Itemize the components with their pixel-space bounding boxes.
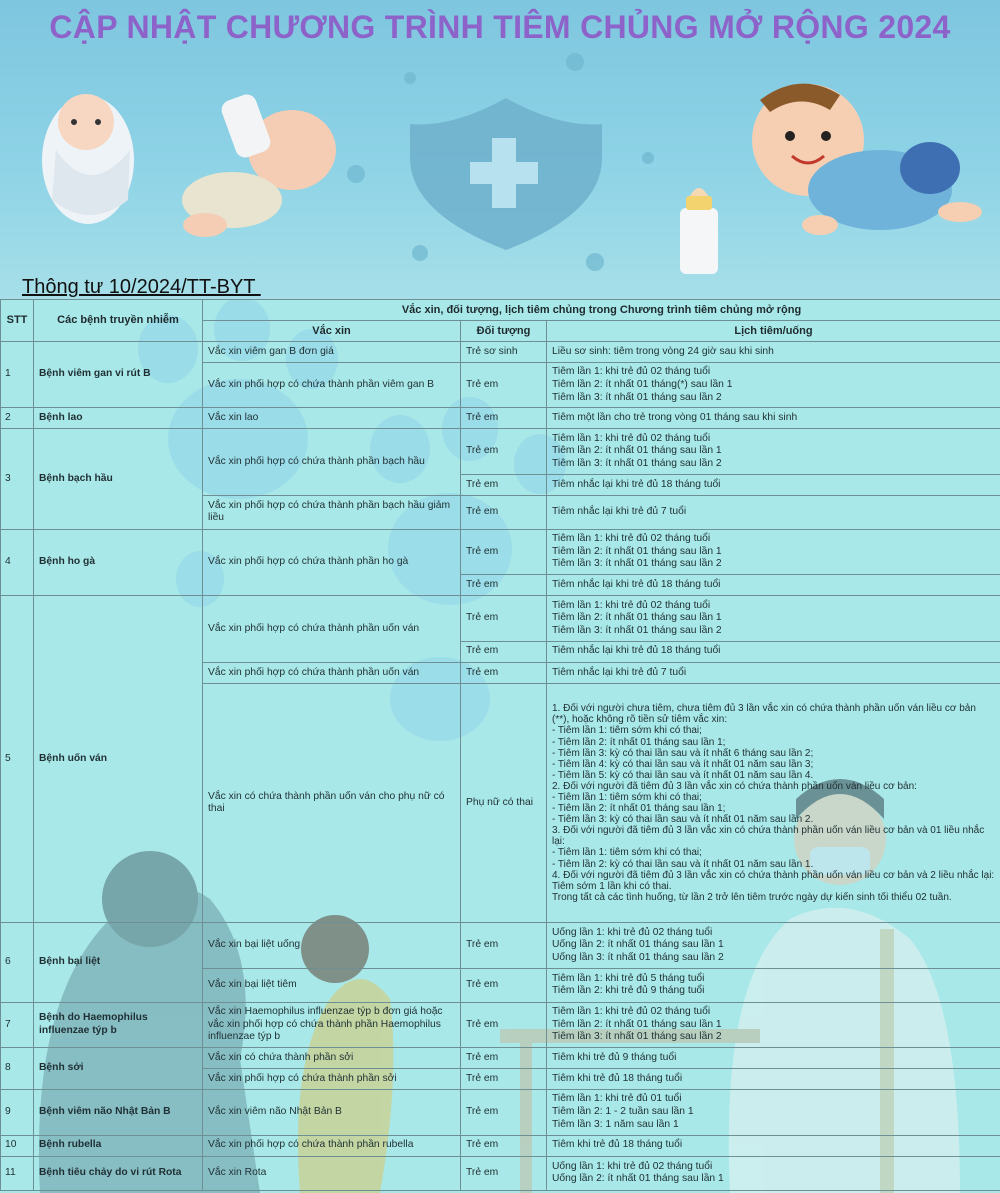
table-row [1,596,1000,641]
target-cell: Trẻ em [461,363,547,408]
target-cell: Trẻ em [461,575,547,596]
vaccination-schedule-table [0,299,1000,1191]
baby-with-bottle [182,92,336,237]
schedule-line: Uống lần 1: khi trẻ đủ 02 tháng tuổi [552,1160,713,1172]
schedule-cell [547,923,1000,968]
schedule-cell [547,429,1000,474]
schedule-line: 3. Đối với người đã tiêm đủ 3 lần vắc xin có chứa thành phần uốn ván liều cơ bản và 01 liều nhắc lại: [552,825,985,848]
schedule-line: - Tiêm lần 2: ít nhất 01 tháng sau lần 1; [552,803,726,815]
schedule-line: Tiêm lần 3: 1 năm sau lần 1 [552,1118,679,1130]
schedule-line: - Tiêm lần 5: kỳ có thai lần sau và ít nhất 01 năm sau lần 4. [552,769,814,781]
schedule-cell [547,474,1000,495]
vaccine-cell: Vắc xin phối hợp có chứa thành phần bạch hầu giảm liều [203,495,461,529]
schedule-line: Tiêm một lần cho trẻ trong vòng 01 tháng sau khi sinh [552,412,798,424]
disease-cell: Bệnh lao [34,408,203,429]
target-cell: Trẻ em [461,530,547,575]
milk-bottle-icon [680,188,718,274]
header-target: Đối tượng [461,321,547,342]
vaccine-cell: Vắc xin bại liệt uống [203,923,461,968]
table-row [1,1048,1000,1069]
target-cell: Trẻ em [461,923,547,968]
disease-cell: Bệnh do Haemophilus influenzae týp b [34,1002,203,1047]
disease-cell: Bệnh uốn ván [34,596,203,923]
baby-in-blanket [42,94,134,224]
schedule-line: Tiêm lần 1: khi trẻ đủ 02 tháng tuổi [552,366,711,378]
schedule-line: Uống lần 1: khi trẻ đủ 02 tháng tuổi [552,926,713,938]
schedule-line: - Tiêm lần 1: tiêm sớm khi có thai; [552,725,702,737]
vaccine-cell: Vắc xin phối hợp có chứa thành phần bạch hầu [203,429,461,495]
schedule-line: 1. Đối với người chưa tiêm, chưa tiêm đủ 3 lần vắc xin có chứa thành phần uốn ván liều cơ bản (**), hoặc không rõ tiền sử tiêm vắc xin: [552,703,976,726]
schedule-cell [547,575,1000,596]
vaccine-cell: Vắc xin có chứa thành phần uốn ván cho phụ nữ có thai [203,683,461,922]
vaccine-cell: Vắc xin phối hợp có chứa thành phần viêm gan B [203,363,461,408]
schedule-cell [547,1156,1000,1190]
vaccine-cell: Vắc xin Rota [203,1156,461,1190]
stt-cell: 6 [1,923,34,1002]
schedule-line: Tiêm lần 1: khi trẻ đủ 02 tháng tuổi [552,533,711,545]
schedule-line: Tiêm lần 3: ít nhất 01 tháng sau lần 2 [552,457,722,469]
page-title: CẬP NHẬT CHƯƠNG TRÌNH TIÊM CHỦNG MỞ RỘNG 2024 [49,9,951,45]
vaccine-cell: Vắc xin viêm não Nhật Bản B [203,1090,461,1135]
schedule-line: Tiêm lần 1: khi trẻ đủ 02 tháng tuổi [552,432,711,444]
schedule-cell [547,1002,1000,1047]
disease-cell: Bệnh tiêu chảy do vi rút Rota [34,1156,203,1190]
schedule-line: Tiêm khi trẻ đủ 18 tháng tuổi [552,1139,683,1151]
crawling-baby [752,84,982,235]
vaccine-cell: Vắc xin viêm gan B đơn giá [203,342,461,363]
schedule-line: Tiêm lần 2: khi trẻ đủ 9 tháng tuổi [552,985,705,997]
schedule-line: - Tiêm lần 3: kỳ có thai lần sau và ít nhất 6 tháng sau lần 2; [552,747,814,759]
target-cell: Trẻ em [461,429,547,474]
schedule-cell [547,683,1000,922]
table-row [1,530,1000,575]
header-stt: STT [1,300,34,342]
schedule-line: - Tiêm lần 1: tiêm sớm khi có thai; [552,792,702,804]
target-cell: Trẻ em [461,474,547,495]
schedule-line: Tiêm nhắc lại khi trẻ đủ 18 tháng tuổi [552,579,721,591]
vaccine-cell: Vắc xin bại liệt tiêm [203,968,461,1002]
schedule-line: - Tiêm lần 2: ít nhất 01 tháng sau lần 1; [552,736,726,748]
schedule-cell [547,662,1000,683]
schedule-line: Tiêm lần 2: ít nhất 01 tháng sau lần 1 [552,445,722,457]
target-cell: Trẻ sơ sinh [461,342,547,363]
schedule-cell [547,641,1000,662]
target-cell: Trẻ em [461,641,547,662]
schedule-cell [547,968,1000,1002]
schedule-cell [547,596,1000,641]
schedule-line: Tiêm lần 2: ít nhất 01 tháng sau lần 1 [552,1018,722,1030]
vaccine-cell: Vắc xin phối hợp có chứa thành phần uốn ván [203,662,461,683]
header-banner [0,0,1000,300]
schedule-cell [547,363,1000,408]
schedule-cell [547,1048,1000,1069]
target-cell: Trẻ em [461,495,547,529]
target-cell: Trẻ em [461,1002,547,1047]
table-row [1,1156,1000,1190]
stt-cell: 8 [1,1048,34,1090]
schedule-cell [547,408,1000,429]
stt-cell: 7 [1,1002,34,1047]
header-disease: Các bệnh truyền nhiễm [34,300,203,342]
target-cell: Phụ nữ có thai [461,683,547,922]
target-cell: Trẻ em [461,662,547,683]
target-cell: Trẻ em [461,1048,547,1069]
vaccine-cell: Vắc xin có chứa thành phần sởi [203,1048,461,1069]
schedule-cell [547,1069,1000,1090]
disease-cell: Bệnh viêm não Nhật Bản B [34,1090,203,1135]
table-row [1,1002,1000,1047]
schedule-line: Tiêm lần 2: ít nhất 01 tháng sau lần 1 [552,545,722,557]
disease-cell: Bệnh sởi [34,1048,203,1090]
banner-illustration [0,0,1000,300]
disease-cell: Bệnh rubella [34,1135,203,1156]
schedule-line: 2. Đối với người đã tiêm đủ 3 lần vắc xin có chứa thành phần uốn ván liều cơ bản: [552,780,917,792]
stt-cell: 1 [1,342,34,408]
schedule-line: Uống lần 2: ít nhất 01 tháng sau lần 1 [552,1173,724,1185]
table-row [1,408,1000,429]
stt-cell: 3 [1,429,34,530]
header-group: Vắc xin, đối tượng, lịch tiêm chủng trong Chương trình tiêm chủng mở rộng [203,300,1000,321]
target-cell: Trẻ em [461,1156,547,1190]
stt-cell: 2 [1,408,34,429]
schedule-line: Tiêm khi trẻ đủ 9 tháng tuổi [552,1051,677,1063]
schedule-line: Uống lần 2: ít nhất 01 tháng sau lần 1 [552,939,724,951]
schedule-line: Tiêm lần 3: ít nhất 01 tháng sau lần 2 [552,1031,722,1043]
table-row [1,923,1000,968]
target-cell: Trẻ em [461,408,547,429]
schedule-cell [547,1135,1000,1156]
vaccination-schedule-area [0,299,1000,1193]
schedule-line: Tiêm lần 3: ít nhất 01 tháng sau lần 2 [552,558,722,570]
table-body [1,342,1000,1191]
schedule-line: - Tiêm lần 3: kỳ có thai lần sau và ít nhất 01 năm sau lần 2. [552,814,814,826]
schedule-cell [547,530,1000,575]
table-row [1,342,1000,363]
schedule-cell [547,1090,1000,1135]
target-cell: Trẻ em [461,596,547,641]
schedule-line: Tiêm nhắc lại khi trẻ đủ 7 tuổi [552,506,687,518]
table-row [1,429,1000,474]
stt-cell: 10 [1,1135,34,1156]
vaccine-cell: Vắc xin phối hợp có chứa thành phần uốn ván [203,596,461,662]
schedule-line: 4. Đối với người đã tiêm đủ 3 lần vắc xin có chứa thành phần uốn ván liều cơ bản và 2 liều nhắc lại: Tiêm sớm 1 lần khi có thai. [552,869,995,892]
schedule-line: Tiêm lần 2: 1 - 2 tuần sau lần 1 [552,1106,694,1118]
vaccine-cell: Vắc xin phối hợp có chứa thành phần sởi [203,1069,461,1090]
schedule-line: Uống lần 3: ít nhất 01 tháng sau lần 2 [552,951,724,963]
schedule-line: Tiêm nhắc lại khi trẻ đủ 18 tháng tuổi [552,478,721,490]
schedule-line: Tiêm lần 3: ít nhất 01 tháng sau lần 2 [552,391,722,403]
vaccine-cell: Vắc xin Haemophilus influenzae týp b đơn giá hoặc vắc xin phối hợp có chứa thành phần Haemophilus influenzae týp b [203,1002,461,1047]
stt-cell: 5 [1,596,34,923]
stt-cell: 4 [1,530,34,596]
disease-cell: Bệnh viêm gan vi rút B [34,342,203,408]
schedule-line: Tiêm khi trẻ đủ 18 tháng tuổi [552,1072,683,1084]
vaccine-cell: Vắc xin phối hợp có chứa thành phần rubella [203,1135,461,1156]
header-vaccine: Vắc xin [203,321,461,342]
target-cell: Trẻ em [461,1069,547,1090]
disease-cell: Bệnh bại liệt [34,923,203,1002]
schedule-line: Tiêm lần 1: khi trẻ đủ 01 tuổi [552,1093,682,1105]
table-row [1,1135,1000,1156]
target-cell: Trẻ em [461,968,547,1002]
schedule-line: Tiêm lần 1: khi trẻ đủ 02 tháng tuổi [552,599,711,611]
circular-reference: Thông tư 10/2024/TT-BYT [22,276,261,298]
schedule-line: - Tiêm lần 2: kỳ có thai lần sau và ít nhất 01 năm sau lần 1. [552,858,814,870]
stt-cell: 9 [1,1090,34,1135]
disease-cell: Bệnh ho gà [34,530,203,596]
vaccine-cell: Vắc xin lao [203,408,461,429]
schedule-line: Tiêm lần 1: khi trẻ đủ 02 tháng tuổi [552,1006,711,1017]
schedule-line: Tiêm lần 3: ít nhất 01 tháng sau lần 2 [552,624,722,636]
header-schedule: Lịch tiêm/uống [547,321,1000,342]
schedule-line: Tiêm lần 2: ít nhất 01 tháng sau lần 1 [552,612,722,624]
schedule-line: Tiêm lần 2: ít nhất 01 tháng(*) sau lần 1 [552,378,733,390]
schedule-line: Tiêm nhắc lại khi trẻ đủ 18 tháng tuổi [552,645,721,657]
vaccine-cell: Vắc xin phối hợp có chứa thành phần ho gà [203,530,461,596]
target-cell: Trẻ em [461,1135,547,1156]
disease-cell: Bệnh bạch hầu [34,429,203,530]
schedule-line: Tiêm nhắc lại khi trẻ đủ 7 tuổi [552,666,687,678]
schedule-cell [547,342,1000,363]
shield-cross-icon [410,98,602,250]
schedule-cell [547,495,1000,529]
schedule-line: - Tiêm lần 1: tiêm sớm khi có thai; [552,847,702,859]
schedule-line: Liều sơ sinh: tiêm trong vòng 24 giờ sau khi sinh [552,345,774,357]
target-cell: Trẻ em [461,1090,547,1135]
table-row [1,1090,1000,1135]
schedule-line: - Tiêm lần 4: kỳ có thai lần sau và ít nhất 01 năm sau lần 3; [552,758,814,770]
stt-cell: 11 [1,1156,34,1190]
schedule-line: Tiêm lần 1: khi trẻ đủ 5 tháng tuổi [552,972,705,984]
schedule-line: Trong tất cả các tình huống, từ lần 2 trở lên tiêm trước ngày dự kiến sinh tối thiểu 02 tuần. [552,891,952,903]
